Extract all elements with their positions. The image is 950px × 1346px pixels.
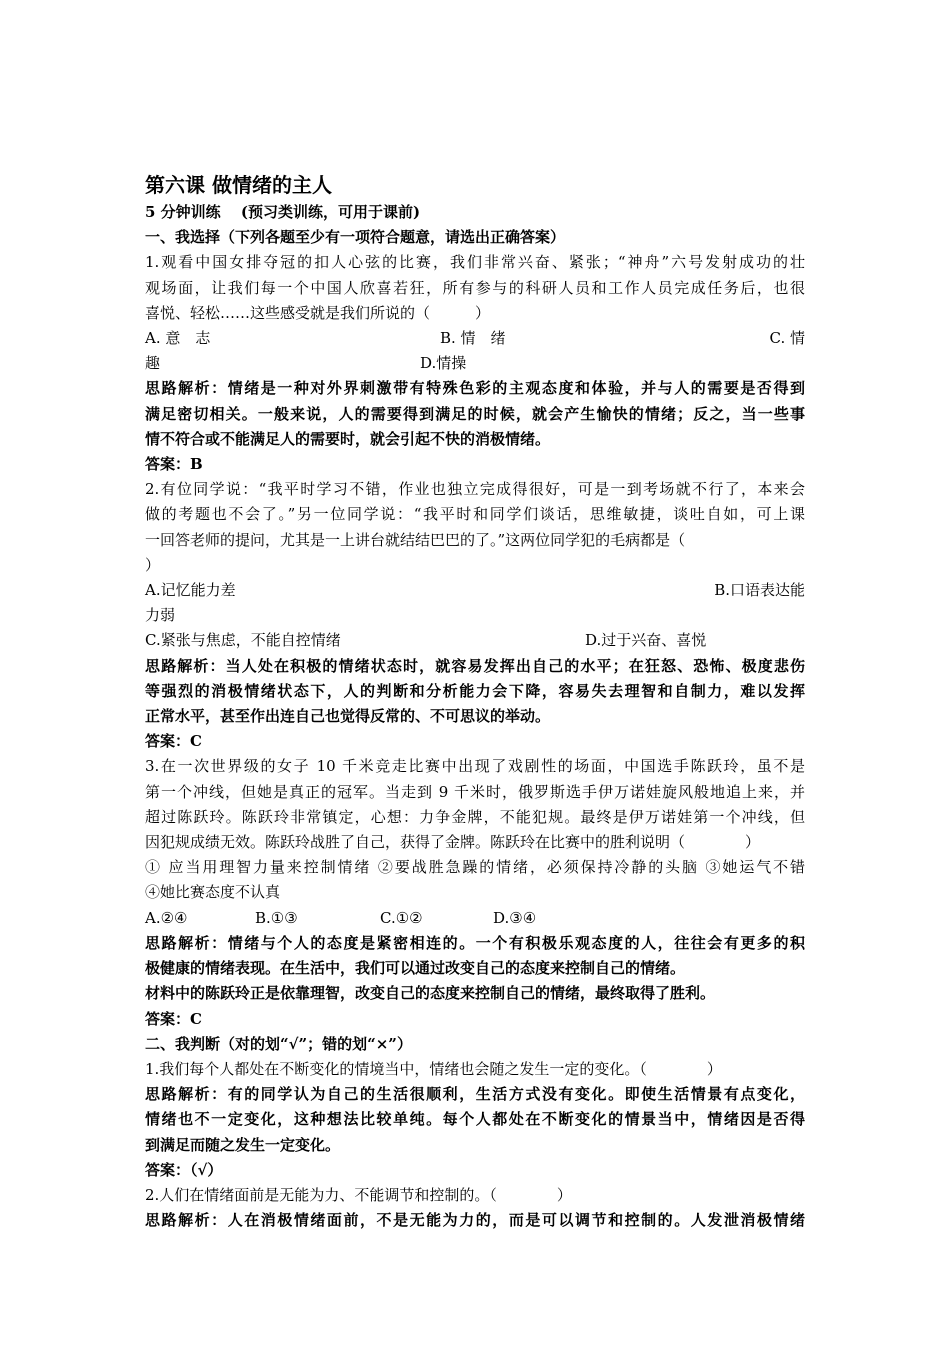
q1-option-b: B. 情 绪 xyxy=(440,329,506,348)
q2-options-row-1 xyxy=(145,578,805,603)
judge-q1-analysis-1: 思路解析：有的同学认为自己的生活很顺利，生活方式没有变化。即使生活情景有点变化， xyxy=(145,1085,805,1104)
q3-options-row xyxy=(145,906,805,931)
document-page xyxy=(145,170,805,1233)
q1-analysis-1: 思路解析：情绪是一种对外界刺激带有特殊色彩的主观态度和体验，并与人的需要是否得到 xyxy=(145,379,805,398)
q3-option-a: A.②④ xyxy=(145,908,188,927)
judge-q1-answer: 答案：（√） xyxy=(145,1160,223,1179)
lesson-title: 第六课 做情绪的主人 xyxy=(145,173,332,197)
q1-options-row-1 xyxy=(145,326,805,351)
q1-answer: 答案：B xyxy=(145,455,203,474)
section2-heading: 二、我判断（对的划“√”；错的划“×”） xyxy=(145,1034,412,1053)
section1-heading: 一、我选择（下列各题至少有一项符合题意，请选出正确答案） xyxy=(145,228,566,247)
q3-line-3: 超过陈跃玲。陈跃玲非常镇定，心想：力争金牌，不能犯规。最终是伊万诺娃第一个冲线，但 xyxy=(145,807,805,826)
q1-analysis-3: 情不符合或不能满足人的需要时，就会引起不快的消极情绪。 xyxy=(145,429,551,448)
q3-line-4: 因犯规成绩无效。陈跃玲战胜了自己，获得了金牌。陈跃玲在比赛中的胜利说明（ ） xyxy=(145,833,761,852)
q3-analysis-1: 思路解析：情绪与个人的态度是紧密相连的。一个有积极乐观态度的人，往往会有更多的积 xyxy=(145,933,805,952)
q2-analysis-3: 正常水平，甚至作出连自己也觉得反常的、不可思议的举动。 xyxy=(145,707,551,726)
q2-option-b: B.口语表达能 xyxy=(714,581,805,600)
q3-line-6: ④她比赛态度不认真 xyxy=(145,883,281,902)
q3-line-2: 第一个冲线，但她是真正的冠军。当走到 9 千米时，俄罗斯选手伊万诺娃旋风般地追上来，并 xyxy=(145,782,805,801)
q2-option-b-cont: 力弱 xyxy=(145,606,176,625)
q1-option-a: A. 意 志 xyxy=(145,329,211,348)
q2-analysis-1: 思路解析：当人处在积极的情绪状态时，就容易发挥出自己的水平；在狂怒、恐怖、极度悲伤 xyxy=(145,656,805,675)
q1-option-d: D.情操 xyxy=(420,354,467,373)
q3-option-d: D.③④ xyxy=(493,908,537,927)
judge-q1-analysis-3: 到满足而随之发生一定变化。 xyxy=(145,1135,341,1154)
q1-line-2: 观场面，让我们每一个中国人欣喜若狂，所有参与的科研人员和工作人员完成任务后，也很 xyxy=(145,278,805,297)
q1-line-3: 喜悦、轻松……这些感受就是我们所说的（ ） xyxy=(145,303,491,322)
q2-answer: 答案：C xyxy=(145,732,202,751)
q2-line-2: 做的考题也不会了。”另一位同学说：“我平时和同学们谈话，思维敏捷，谈吐自如，可上课 xyxy=(145,505,805,524)
q1-option-c-cont: 趣 xyxy=(145,354,161,373)
q3-line-5: ① 应当用理智力量来控制情绪 ②要战胜急躁的情绪，必须保持冷静的头脑 ③她运气不错 xyxy=(145,858,805,877)
q2-option-d: D.过于兴奋、喜悦 xyxy=(585,631,707,650)
q2-options-row-2 xyxy=(145,628,805,653)
q3-analysis-2: 极健康的情绪表现。在生活中，我们可以通过改变自己的态度来控制自己的情绪。 xyxy=(145,959,686,978)
q1-line-1: 1.观看中国女排夺冠的扣人心弦的比赛，我们非常兴奋、紧张；“神舟”六号发射成功的壮 xyxy=(145,253,805,272)
q3-option-b: B.①③ xyxy=(255,908,298,927)
judge-q1-analysis-2: 情绪也不一定变化，这种想法比较单纯。每个人都处在不断变化的情景当中，情绪因是否得 xyxy=(145,1110,805,1129)
judge-q2-text: 2.人们在情绪面前是无能为力、不能调节和控制的。（ ） xyxy=(145,1185,572,1204)
q3-line-1: 3.在一次世界级的女子 10 千米竞走比赛中出现了戏剧性的场面，中国选手陈跃玲，虽不是 xyxy=(145,757,805,776)
q1-option-c: C. 情 xyxy=(769,329,805,348)
q3-option-c: C.①② xyxy=(380,908,423,927)
q2-analysis-2: 等强烈的消极情绪状态下，人的判断和分析能力会下降，容易失去理智和自制力，难以发挥 xyxy=(145,681,805,700)
q1-options-row-2 xyxy=(145,351,805,376)
q3-analysis-3: 材料中的陈跃玲正是依靠理智，改变自己的态度来控制自己的情绪，最终取得了胜利。 xyxy=(145,984,716,1003)
training-subtitle: 5 分钟训练 (预习类训练，可用于课前) xyxy=(145,203,421,221)
q2-option-a: A.记忆能力差 xyxy=(145,581,236,600)
q1-analysis-2: 满足密切相关。一般来说，人的需要得到满足的时候，就会产生愉快的情绪；反之，当一些事 xyxy=(145,404,805,423)
judge-q2-analysis-1: 思路解析：人在消极情绪面前，不是无能为力的，而是可以调节和控制的。人发泄消极情绪 xyxy=(145,1211,805,1230)
q3-answer: 答案：C xyxy=(145,1009,202,1028)
judge-q1-text: 1.我们每个人都处在不断变化的情境当中，情绪也会随之发生一定的变化。（ ） xyxy=(145,1059,722,1078)
q2-line-4: ） xyxy=(145,555,161,574)
q2-line-3: 一回答老师的提问，尤其是一上讲台就结结巴巴的了。”这两位同学犯的毛病都是（ xyxy=(145,530,686,549)
q2-option-c: C.紧张与焦虑，不能自控情绪 xyxy=(145,631,341,650)
q2-line-1: 2.有位同学说：“我平时学习不错，作业也独立完成得很好，可是一到考场就不行了，本来会 xyxy=(145,480,805,499)
